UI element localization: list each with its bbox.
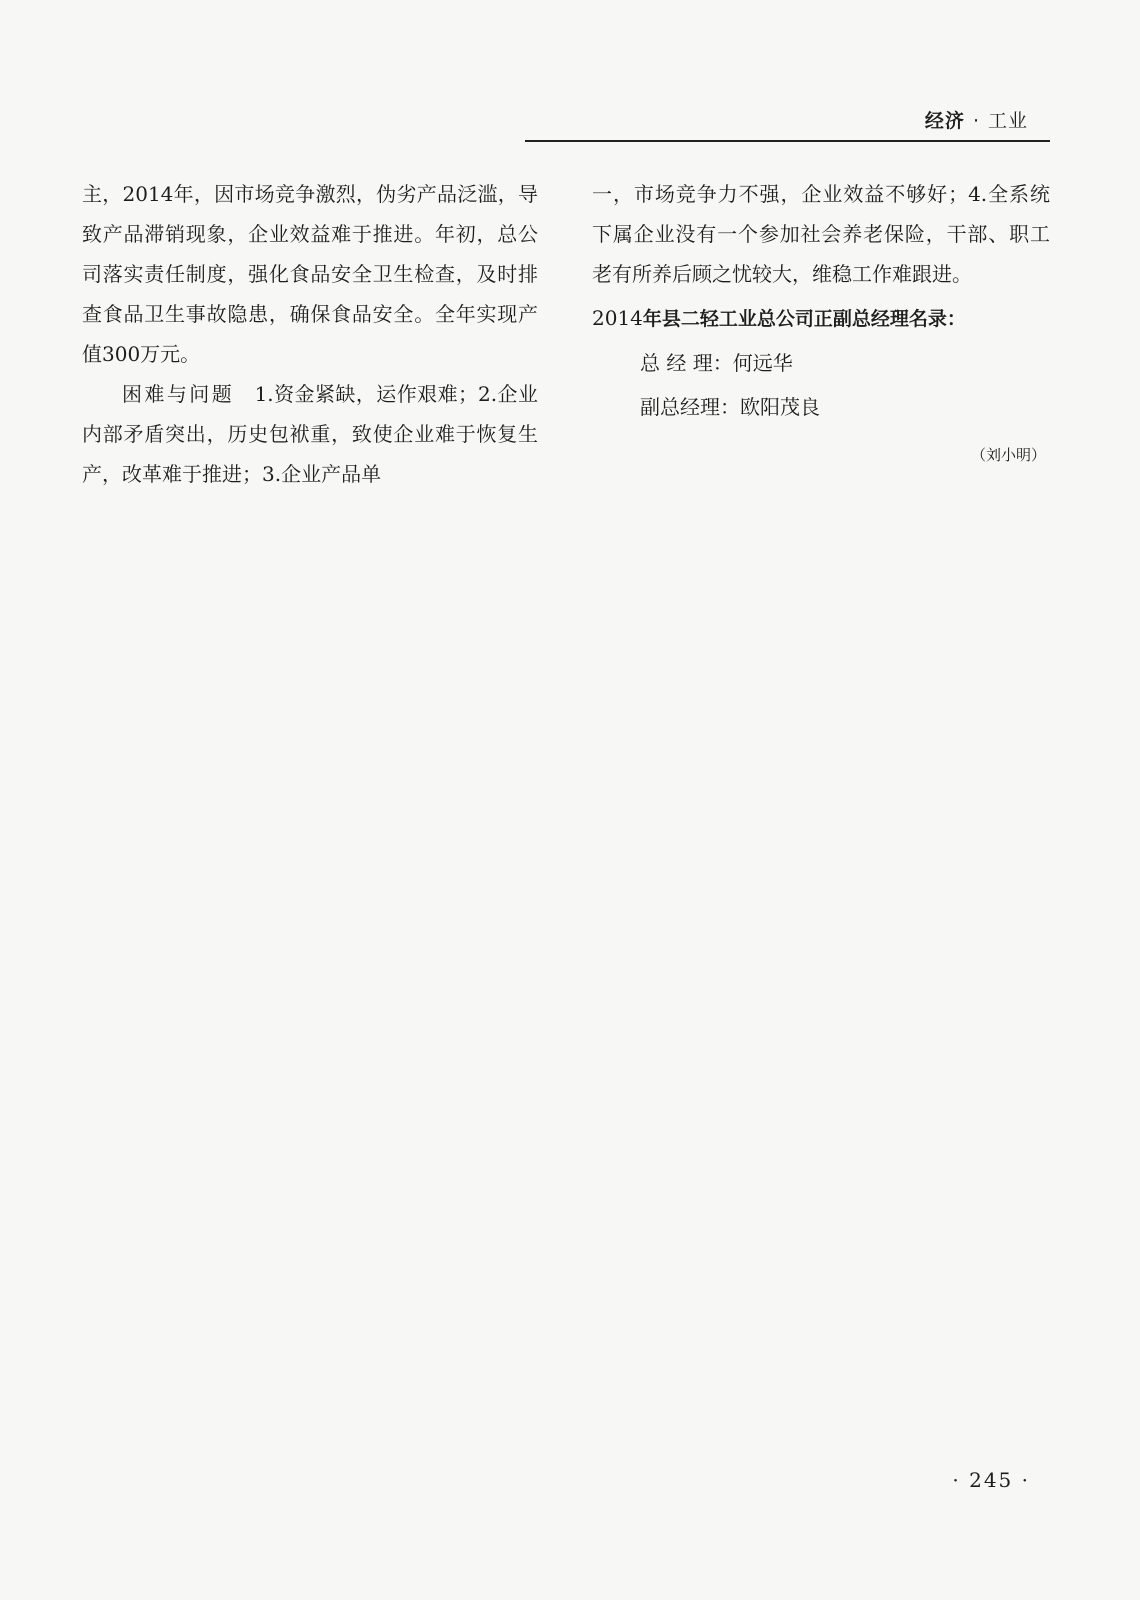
difficulties-text: 1.资金紧缺，运作艰难；2.企业内部矛盾突出，历史包袱重，致使企业难于恢复生产，改革难于推进；3.企业产品单 (82, 382, 538, 486)
header-subsection: 工业 (987, 110, 1028, 132)
general-manager-line: 总 经 理：何远华 (640, 351, 793, 375)
page-number: · 245 · (952, 1468, 1030, 1492)
running-header (925, 106, 1028, 133)
deputy-manager-line: 副总经理：欧阳茂良 (640, 395, 820, 419)
section-heading-difficulties: 困难与问题 (122, 382, 235, 406)
left-column (82, 174, 538, 494)
manager-list-title-text: 年县二轻工业总公司正副总经理名录： (642, 308, 966, 330)
header-rule (525, 140, 1050, 142)
left-paragraph-1: 主，2014年，因市场竞争激烈，伪劣产品泛滥，导致产品滞销现象，企业效益难于推进。年初，总公司落实责任制度，强化食品安全卫生检查，及时排查食品卫生事故隐患，确保食品安全。全年实现产值300万元。 (82, 182, 538, 366)
right-column (592, 174, 1050, 475)
left-paragraph-2 (82, 374, 538, 494)
header-separator: · (972, 110, 980, 132)
manager-list-year: 2014 (592, 306, 643, 330)
right-paragraph-1: 一，市场竞争力不强，企业效益不够好；4.全系统下属企业没有一个参加社会养老保险，干部、职工老有所养后顾之忧较大，维稳工作难跟进。 (592, 182, 1050, 286)
author-credit: （刘小明） (970, 446, 1046, 464)
manager-list-title (592, 298, 1050, 339)
header-section: 经济 (924, 110, 965, 132)
